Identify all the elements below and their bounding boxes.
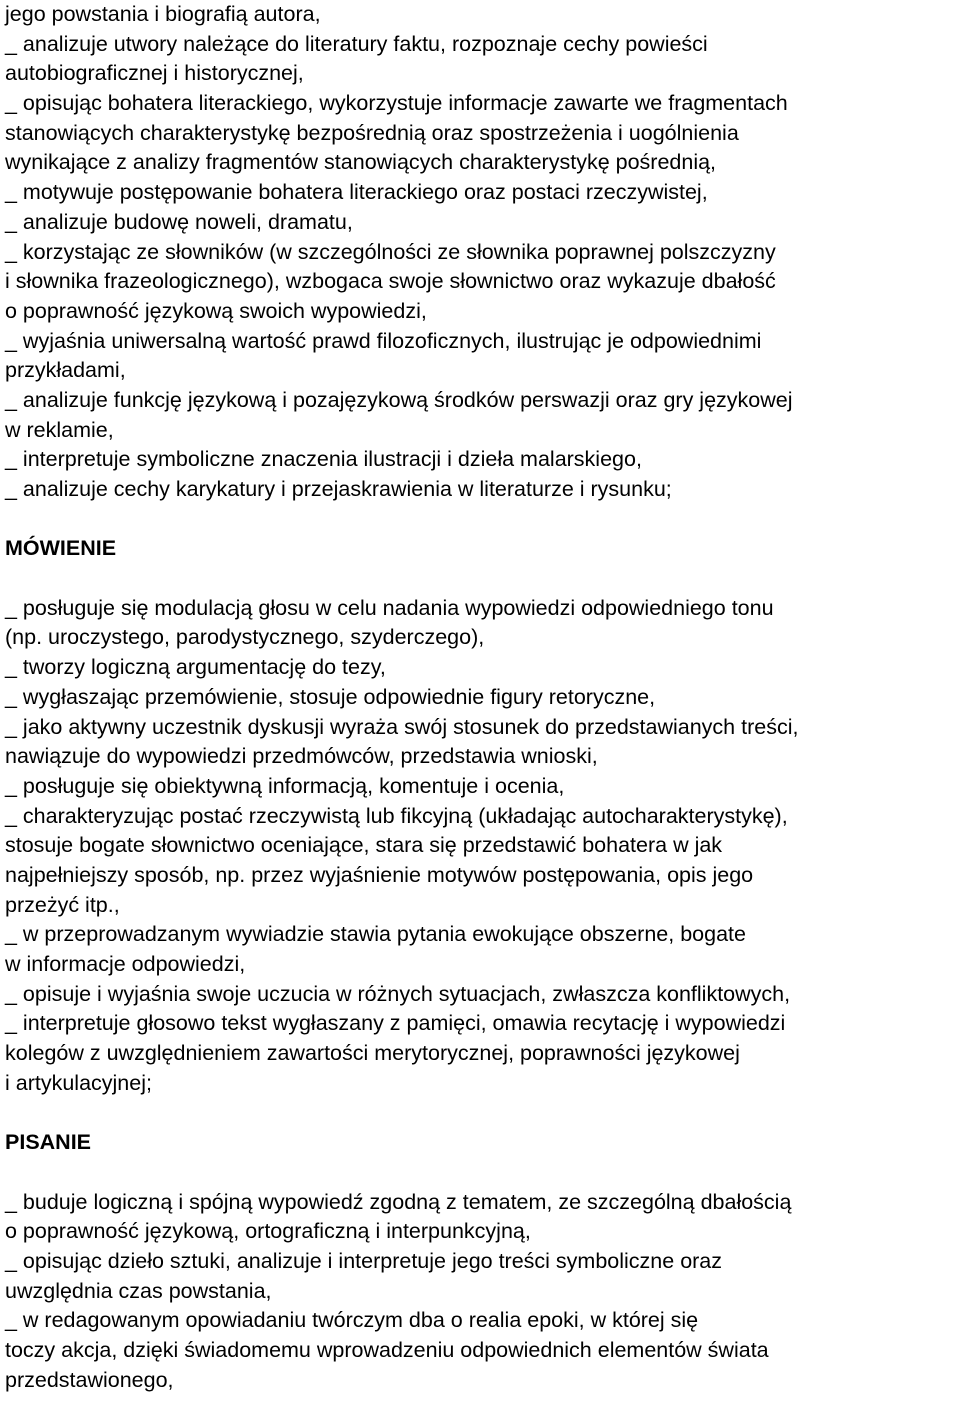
text-line: _ jako aktywny uczestnik dyskusji wyraża swój stosunek do przedstawianych treści, [5,714,799,739]
intro-section [5,0,957,505]
text-line: przeżyć itp., [5,892,120,917]
section-heading-pisanie: PISANIE [5,1130,92,1155]
text-line: _ posługuje się modulacją głosu w celu nadania wypowiedzi odpowiedniego tonu [5,595,774,620]
text-line: _ interpretuje głosowo tekst wygłaszany z pamięci, omawia recytację i wypowiedzi [5,1011,786,1036]
text-line: _ analizuje budowę noweli, dramatu, [5,209,353,234]
text-line: toczy akcja, dzięki świadomemu wprowadzeniu odpowiednich elementów świata [5,1337,769,1362]
text-line: _ interpretuje symboliczne znaczenia ilustracji i dzieła malarskiego, [5,447,642,472]
text-line: _ analizuje cechy karykatury i przejaskrawienia w literaturze i rysunku; [5,477,672,501]
text-line: _ w redagowanym opowiadaniu twórczym dba o realia epoki, w której się [5,1308,699,1333]
text-line: _ posługuje się obiektywną informacją, komentuje i ocenia, [5,773,565,798]
text-line: i artykulacyjnej; [5,1070,152,1095]
spacer [5,505,957,535]
text-line: jego powstania i biografią autora, [5,2,321,26]
text-line: _ korzystając ze słowników (w szczególności ze słownika poprawnej polszczyzny [5,239,776,264]
text-line: w informacje odpowiedzi, [5,952,246,976]
text-line: w reklamie, [5,417,114,442]
text-line: _ analizuje funkcję językową i pozajęzykową środków perswazji oraz gry językowej [5,387,793,412]
text-line: stosuje bogate słownictwo oceniające, stara się przedstawić bohatera w jak [5,833,723,858]
text-line: przykładami, [5,358,126,383]
text-line: (np. uroczystego, parodystycznego, szyderczego), [5,625,485,650]
spacer [5,564,957,594]
spacer [5,1158,957,1188]
text-line: uwzględnia czas powstania, [5,1278,272,1303]
text-line: _ opisuje i wyjaśnia swoje uczucia w różnych sytuacjach, zwłaszcza konfliktowych, [5,981,791,1006]
mowienie-section [5,594,957,1099]
document-page [5,0,957,1395]
spacer [5,1098,957,1128]
text-line: _ buduje logiczną i spójną wypowiedź zgodną z tematem, ze szczególną dbałością [5,1189,792,1214]
text-line: _ tworzy logiczną argumentację do tezy, [5,655,386,680]
text-line: autobiograficznej i historycznej, [5,61,304,86]
text-line: przedstawionego, [5,1367,174,1392]
text-line: _ wygłaszając przemówienie, stosuje odpowiednie figury retoryczne, [5,684,656,709]
text-line: najpełniejszy sposób, np. przez wyjaśnienie motywów postępowania, opis jego [5,862,754,887]
text-line: _ opisując bohatera literackiego, wykorzystuje informacje zawarte we fragmentach [5,91,788,116]
text-line: kolegów z uwzględnieniem zawartości merytorycznej, poprawności językowej [5,1041,740,1066]
text-line: o poprawność językową swoich wypowiedzi, [5,298,427,323]
text-line: _ wyjaśnia uniwersalną wartość prawd filozoficznych, ilustrując je odpowiednimi [5,328,762,353]
text-line: stanowiących charakterystykę bezpośrednią oraz spostrzeżenia i uogólnienia [5,120,739,145]
pisanie-section [5,1188,957,1396]
text-line: _ opisując dzieło sztuki, analizuje i interpretuje jego treści symboliczne oraz [5,1248,723,1273]
text-line: wynikające z analizy fragmentów stanowiących charakterystykę pośrednią, [5,150,717,175]
text-line: o poprawność językową, ortograficzną i interpunkcyjną, [5,1219,531,1244]
text-line: _ w przeprowadzanym wywiadzie stawia pytania ewokujące obszerne, bogate [5,922,746,947]
text-line: nawiązuje do wypowiedzi przedmówców, przedstawia wnioski, [5,744,598,769]
section-heading-mowienie: MÓWIENIE [5,536,117,561]
text-line: _ charakteryzując postać rzeczywistą lub fikcyjną (układając autocharakterystykę), [5,803,788,828]
text-line: i słownika frazeologicznego), wzbogaca swoje słownictwo oraz wykazuje dbałość [5,269,776,294]
text-line: _ analizuje utwory należące do literatury faktu, rozpoznaje cechy powieści [5,31,708,56]
text-line: _ motywuje postępowanie bohatera literackiego oraz postaci rzeczywistej, [5,180,708,205]
